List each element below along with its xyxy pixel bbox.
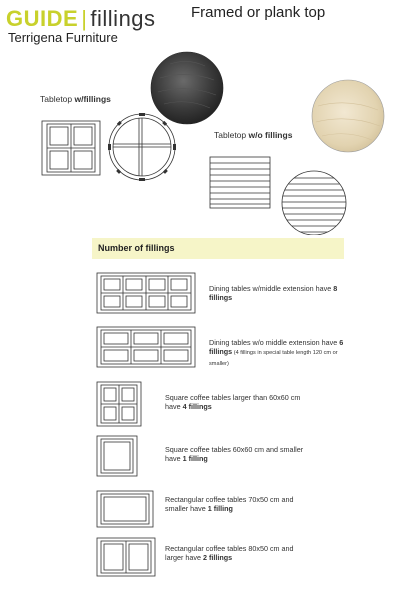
desc-note: (4 fillings in special table length 120 cm or smaller) bbox=[209, 350, 338, 368]
description-6-fillings bbox=[209, 338, 355, 370]
guide-word: GUIDE bbox=[6, 6, 79, 31]
desc-count: 6 fillings bbox=[209, 338, 344, 357]
desc-text: Dining tables w/o middle extension have bbox=[209, 338, 340, 347]
table-1-filling-square-drawing bbox=[97, 436, 137, 476]
tabletop-word: Tabletop bbox=[214, 130, 249, 140]
desc-count: 8 fillings bbox=[209, 284, 338, 303]
description-1-filling-rect bbox=[165, 495, 305, 513]
desc-text: Rectangular coffee tables 80x50 cm and larger have bbox=[165, 544, 294, 563]
round-tabletop-with-fillings-drawing bbox=[108, 113, 176, 181]
table-2-fillings-drawing bbox=[97, 538, 155, 576]
title-separator: | bbox=[81, 6, 88, 31]
section-title: Number of fillings bbox=[98, 243, 175, 253]
square-tabletop-drawing bbox=[42, 121, 100, 175]
round-plank-outline bbox=[282, 171, 346, 235]
light-wood-sample bbox=[312, 80, 384, 152]
desc-count: 4 fillings bbox=[182, 402, 212, 412]
round-plank-tabletop-drawing bbox=[280, 178, 350, 232]
table-1-filling-rect-drawing bbox=[97, 491, 153, 527]
desc-text: Square coffee tables 60x60 cm and smaller have bbox=[165, 445, 304, 464]
company-name: Terrigena Furniture bbox=[8, 30, 118, 45]
desc-count: 2 fillings bbox=[202, 553, 233, 563]
number-of-fillings-band bbox=[92, 238, 344, 259]
tabletop-word: Tabletop bbox=[40, 94, 75, 104]
desc-text: Square coffee tables larger than 60x60 cm have bbox=[165, 393, 301, 412]
description-4-fillings bbox=[165, 393, 315, 411]
without-fillings-bold: w/o fillings bbox=[248, 130, 293, 140]
page-heading: Framed or plank top bbox=[191, 4, 326, 21]
table-6-fillings-drawing bbox=[97, 327, 195, 367]
table-4-fillings-drawing bbox=[97, 382, 141, 426]
dark-wood-sample bbox=[151, 52, 223, 124]
tabletop-illustrations bbox=[0, 0, 419, 235]
desc-text: Rectangular coffee tables 70x50 cm and smaller have bbox=[165, 495, 294, 514]
table-8-fillings-drawing bbox=[97, 273, 195, 313]
description-2-fillings bbox=[165, 544, 305, 562]
fillings-word: fillings bbox=[90, 6, 156, 31]
description-1-filling-square bbox=[165, 445, 305, 463]
plank-tabletop-drawing bbox=[210, 157, 270, 208]
desc-text: Dining tables w/middle extension have bbox=[209, 284, 334, 293]
desc-count: 1 filling bbox=[207, 504, 233, 514]
description-8-fillings bbox=[209, 284, 359, 302]
desc-count: 1 filling bbox=[182, 454, 208, 464]
with-fillings-bold: w/fillings bbox=[74, 94, 111, 104]
